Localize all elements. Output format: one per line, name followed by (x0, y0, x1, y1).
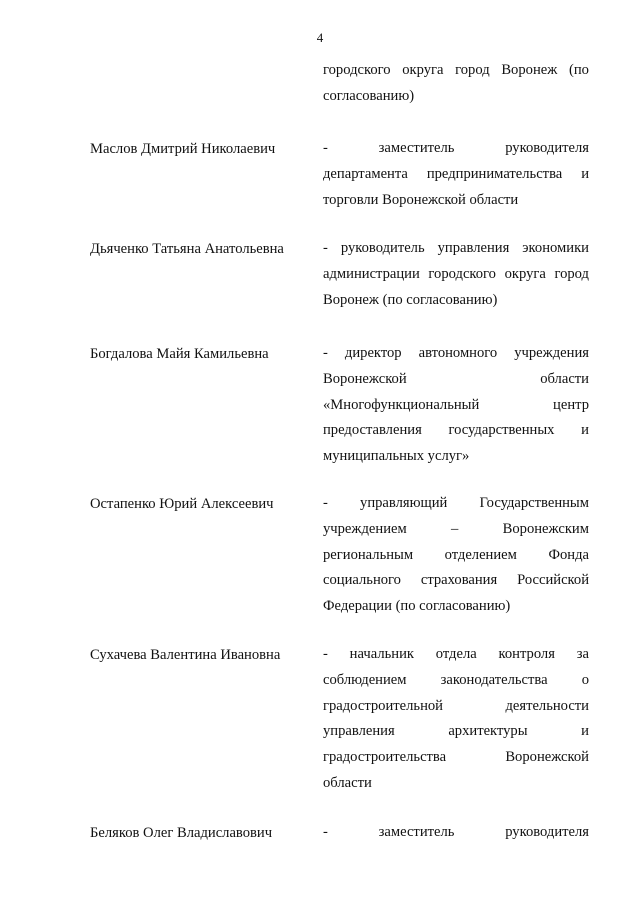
position-word: управления (437, 240, 510, 256)
position-word: Воронеж (501, 62, 558, 78)
position-word: соблюдением (323, 671, 407, 688)
position-word: округа (504, 265, 546, 282)
member-position (323, 341, 589, 470)
position-word: городского (428, 265, 496, 282)
position-line: согласованию) (323, 87, 415, 104)
position-line (323, 694, 589, 720)
position-word: учреждением (323, 520, 407, 537)
position-word: предпринимательства (426, 165, 563, 182)
position-word: Российской (517, 572, 589, 589)
position-word: округа (402, 62, 444, 78)
position-word: город (554, 265, 589, 282)
position-line: Воронеж (по согласованию) (323, 291, 498, 308)
position-word: департамента (323, 165, 408, 182)
position-word: - (323, 646, 328, 662)
position-line (323, 341, 589, 367)
position-word: руководителя (505, 140, 589, 156)
position-line (323, 719, 589, 745)
position-line (323, 393, 589, 419)
position-line (323, 642, 589, 668)
position-line: торговли Воронежской области (323, 191, 519, 208)
position-word: руководитель (340, 240, 425, 256)
position-line (323, 517, 589, 543)
member-position (323, 642, 589, 797)
position-word: деятельности (505, 697, 589, 714)
position-word: государственных (448, 422, 555, 439)
position-word: «Многофункциональный (323, 396, 480, 413)
position-word: экономики (522, 240, 589, 256)
member-position (323, 236, 589, 313)
position-word: - (323, 345, 328, 361)
position-word: заместитель (378, 140, 455, 156)
position-word: (по (568, 62, 589, 78)
position-word: Воронежским (502, 520, 589, 537)
member-name: Богдалова Майя Камильевна (90, 346, 269, 362)
position-word: и (581, 422, 589, 439)
position-line (323, 136, 589, 162)
member-name: Дьяченко Татьяна Анатольевна (90, 241, 284, 257)
position-word: законодательства (440, 671, 548, 688)
position-word: о (581, 671, 589, 688)
position-line (323, 491, 589, 517)
position-word: - (323, 140, 328, 156)
member-position (323, 820, 589, 846)
position-line (323, 820, 589, 846)
position-word: архитектуры (448, 723, 528, 740)
position-word: контроля (498, 646, 555, 662)
member-name: Маслов Дмитрий Николаевич (90, 141, 276, 157)
position-word: отделением (444, 546, 517, 563)
member-name: Остапенко Юрий Алексеевич (90, 496, 274, 512)
position-word: страхования (420, 572, 498, 589)
position-word: директор (344, 345, 402, 361)
position-word: - (323, 240, 328, 256)
position-line: области (323, 774, 372, 791)
position-word: Государственным (479, 495, 589, 511)
position-word: и (581, 723, 589, 740)
position-word: учреждения (514, 345, 589, 361)
position-line: муниципальных услуг» (323, 448, 470, 465)
position-word: – (451, 520, 459, 537)
position-word: руководителя (505, 824, 589, 840)
position-word: отдела (435, 646, 477, 662)
position-word: автономного (418, 345, 498, 361)
position-word: администрации (323, 265, 420, 282)
page-number: 4 (316, 30, 324, 45)
position-word: градостроительства (323, 749, 447, 766)
position-word: - (323, 824, 328, 840)
position-word: управления (323, 723, 395, 740)
position-word: центр (553, 396, 589, 413)
position-word: области (540, 370, 589, 387)
position-line (323, 162, 589, 188)
position-line (323, 543, 589, 569)
position-line (323, 745, 589, 771)
position-line (323, 58, 589, 84)
member-position (323, 58, 589, 110)
position-word: социального (323, 572, 401, 589)
position-word: Фонда (548, 546, 589, 563)
position-word: город (455, 62, 490, 78)
position-line (323, 236, 589, 262)
position-word: начальник (349, 646, 414, 662)
position-word: предоставления (323, 422, 422, 439)
position-line (323, 418, 589, 444)
position-line: Федерации (по согласованию) (323, 598, 511, 615)
position-line (323, 262, 589, 288)
position-word: и (581, 165, 589, 182)
position-line (323, 668, 589, 694)
member-position (323, 136, 589, 213)
position-word: заместитель (378, 824, 455, 840)
position-word: градостроительной (323, 697, 443, 714)
member-name: Сухачева Валентина Ивановна (90, 647, 281, 663)
position-line (323, 568, 589, 594)
member-name: Беляков Олег Владиславович (90, 825, 273, 841)
position-word: Воронежской (505, 749, 589, 766)
position-line (323, 367, 589, 393)
position-word: - (323, 495, 328, 511)
position-word: региональным (323, 546, 414, 563)
position-word: за (576, 646, 589, 662)
member-position (323, 491, 589, 620)
position-word: управляющий (360, 495, 448, 511)
position-word: городского (323, 62, 391, 78)
position-word: Воронежской (323, 370, 407, 387)
